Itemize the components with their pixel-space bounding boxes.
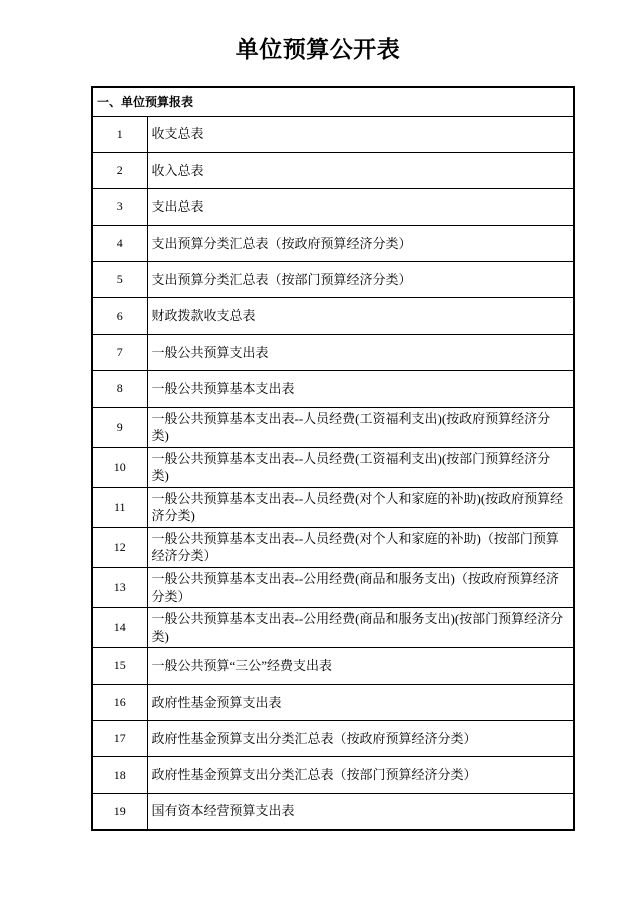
row-table-name: 政府性基金预算支出分类汇总表（按部门预算经济分类）: [147, 757, 574, 793]
row-table-name: 政府性基金预算支出表: [147, 684, 574, 720]
row-table-name: 国有资本经营预算支出表: [147, 793, 574, 829]
budget-table: [91, 86, 575, 831]
table-row: [92, 684, 574, 720]
row-table-name: 一般公共预算基本支出表: [147, 371, 574, 407]
row-table-name: 一般公共预算基本支出表--公用经费(商品和服务支出)(按部门预算经济分类): [147, 608, 574, 648]
row-number: 18: [92, 757, 147, 793]
row-number: 14: [92, 608, 147, 648]
row-number: 4: [92, 225, 147, 261]
row-number: 12: [92, 527, 147, 567]
row-number: 3: [92, 189, 147, 225]
row-table-name: 收支总表: [147, 116, 574, 152]
row-number: 13: [92, 568, 147, 608]
row-number: 2: [92, 152, 147, 188]
section-header-row: [92, 87, 574, 116]
row-table-name: 一般公共预算“三公”经费支出表: [147, 648, 574, 684]
table-row: [92, 152, 574, 188]
page-title: 单位预算公开表: [235, 37, 401, 62]
row-table-name: 财政拨款收支总表: [147, 298, 574, 334]
table-row: [92, 407, 574, 447]
row-number: 10: [92, 447, 147, 487]
row-table-name: 支出预算分类汇总表（按政府预算经济分类）: [147, 225, 574, 261]
row-number: 16: [92, 684, 147, 720]
row-number: 1: [92, 116, 147, 152]
row-number: 6: [92, 298, 147, 334]
row-number: 15: [92, 648, 147, 684]
table-row: [92, 262, 574, 298]
row-table-name: 一般公共预算基本支出表--人员经费(工资福利支出)(按政府预算经济分类): [147, 407, 574, 447]
row-table-name: 政府性基金预算支出分类汇总表（按政府预算经济分类）: [147, 720, 574, 756]
row-number: 8: [92, 371, 147, 407]
row-number: 9: [92, 407, 147, 447]
table-row: [92, 225, 574, 261]
table-row: [92, 487, 574, 527]
row-table-name: 收入总表: [147, 152, 574, 188]
row-number: 5: [92, 262, 147, 298]
row-table-name: 支出预算分类汇总表（按部门预算经济分类）: [147, 262, 574, 298]
table-row: [92, 608, 574, 648]
table-row: [92, 371, 574, 407]
row-table-name: 一般公共预算基本支出表--人员经费(对个人和家庭的补助)（按部门预算经济分类）: [147, 527, 574, 567]
row-table-name: 支出总表: [147, 189, 574, 225]
row-table-name: 一般公共预算基本支出表--人员经费(工资福利支出)(按部门预算经济分类): [147, 447, 574, 487]
row-number: 7: [92, 334, 147, 370]
table-row: [92, 298, 574, 334]
row-table-name: 一般公共预算支出表: [147, 334, 574, 370]
table-row: [92, 527, 574, 567]
row-number: 11: [92, 487, 147, 527]
row-number: 17: [92, 720, 147, 756]
table-row: [92, 447, 574, 487]
row-table-name: 一般公共预算基本支出表--人员经费(对个人和家庭的补助)(按政府预算经济分类): [147, 487, 574, 527]
row-number: 19: [92, 793, 147, 829]
table-row: [92, 648, 574, 684]
table-row: [92, 793, 574, 829]
row-table-name: 一般公共预算基本支出表--公用经费(商品和服务支出)（按政府预算经济分类）: [147, 568, 574, 608]
table-row: [92, 334, 574, 370]
table-row: [92, 757, 574, 793]
table-row: [92, 720, 574, 756]
table-row: [92, 189, 574, 225]
section-header: 一、单位预算报表: [92, 87, 574, 116]
table-row: [92, 116, 574, 152]
table-row: [92, 568, 574, 608]
